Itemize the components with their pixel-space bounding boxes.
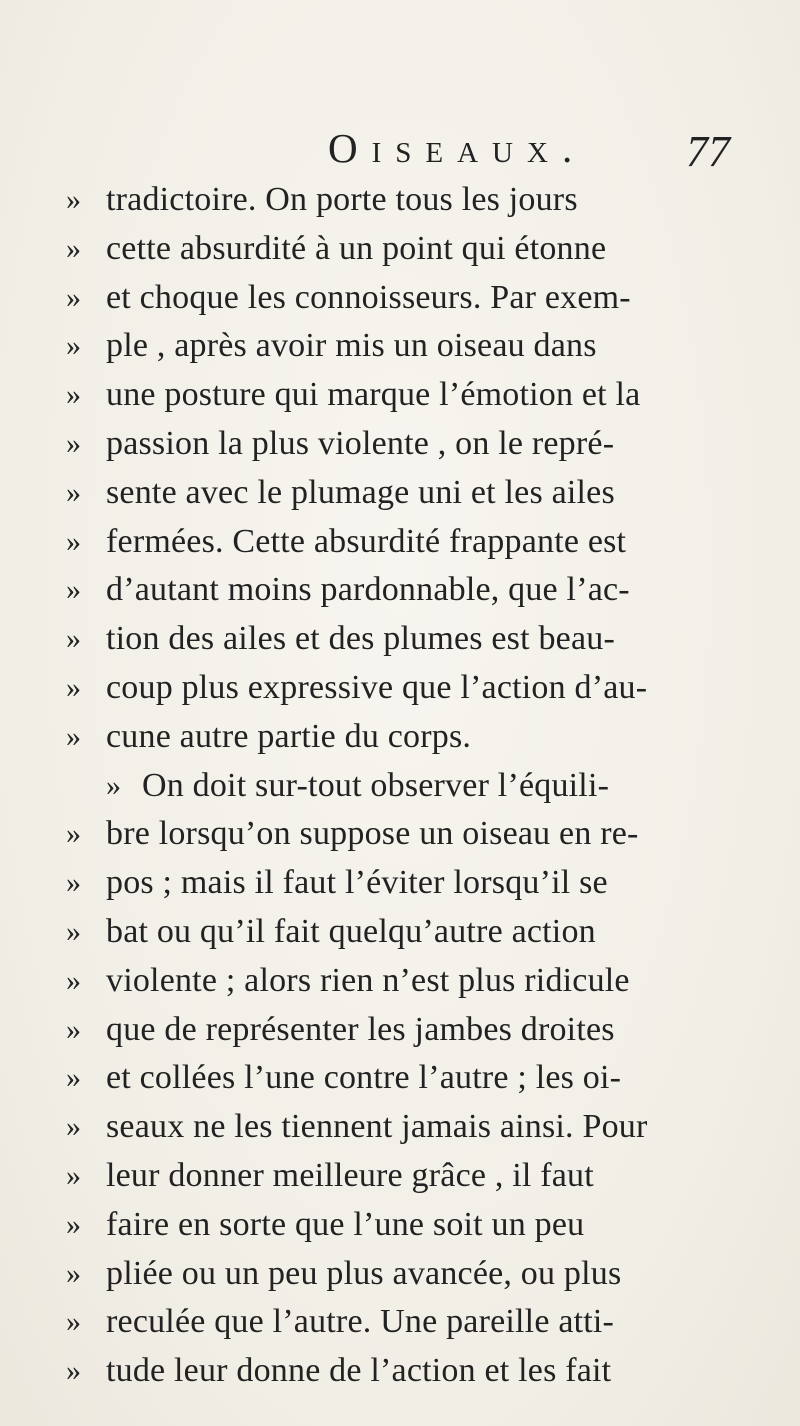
- text-line: [66, 810, 756, 859]
- quote-mark: »: [66, 963, 81, 997]
- quote-mark: »: [66, 914, 81, 948]
- paragraph-start-line: [66, 762, 756, 811]
- text-line: [66, 1201, 756, 1250]
- quote-mark: »: [66, 1207, 81, 1241]
- line-text: pliée ou un peu plus avancée, ou plus: [106, 1254, 622, 1292]
- line-text: tude leur donne de l’action et les fait: [106, 1352, 612, 1390]
- body-text: [66, 176, 756, 1396]
- text-line: [66, 1152, 756, 1201]
- quote-mark: »: [66, 426, 81, 460]
- text-line: [66, 615, 756, 664]
- line-text: que de représenter les jambes droites: [106, 1010, 615, 1048]
- text-line: [66, 957, 756, 1006]
- quote-mark: »: [66, 1158, 81, 1192]
- text-line: [66, 1347, 756, 1396]
- text-line: [66, 859, 756, 908]
- line-text: et collées l’une contre l’autre ; les oi-: [106, 1059, 622, 1097]
- quote-mark: »: [66, 524, 81, 558]
- line-text: pos ; mais il faut l’éviter lorsqu’il se: [106, 864, 608, 902]
- running-head: [0, 112, 800, 176]
- quote-mark: »: [66, 1256, 81, 1290]
- line-text: coup plus expressive que l’action d’au-: [106, 668, 648, 706]
- text-line: [66, 1006, 756, 1055]
- quote-mark: »: [66, 573, 81, 607]
- text-line: [66, 371, 756, 420]
- text-line: [66, 566, 756, 615]
- text-line: [66, 713, 756, 762]
- line-text: ple , après avoir mis un oiseau dans: [106, 327, 597, 365]
- text-line: [66, 1298, 756, 1347]
- text-line: [66, 176, 756, 225]
- text-line: [66, 908, 756, 957]
- line-text: une posture qui marque l’émotion et la: [106, 376, 641, 414]
- quote-mark: »: [66, 475, 81, 509]
- line-text: tion des ailes et des plumes est beau-: [106, 620, 615, 658]
- line-text: d’autant moins pardonnable, que l’ac-: [106, 571, 630, 609]
- line-text: bre lorsqu’on suppose un oiseau en re-: [106, 815, 639, 853]
- line-text: leur donner meilleure grâce , il faut: [106, 1156, 594, 1194]
- quote-mark: »: [106, 768, 121, 802]
- quote-mark: »: [66, 183, 81, 216]
- quote-mark: »: [66, 280, 81, 314]
- line-text: et choque les connoisseurs. Par exem-: [106, 278, 631, 316]
- line-text: passion la plus violente , on le repré-: [106, 424, 615, 462]
- quote-mark: »: [66, 231, 81, 265]
- text-line: [66, 1103, 756, 1152]
- quote-mark: »: [66, 719, 81, 753]
- line-text: cette absurdité à un point qui étonne: [106, 229, 607, 267]
- text-line: [66, 322, 756, 371]
- text-line: [66, 225, 756, 274]
- text-line: [66, 1250, 756, 1299]
- line-text: faire en sorte que l’une soit un peu: [106, 1205, 585, 1243]
- quote-mark: »: [66, 1012, 81, 1046]
- text-line: [66, 469, 756, 518]
- quote-mark: »: [66, 1110, 81, 1144]
- text-line: [66, 274, 756, 323]
- line-text: fermées. Cette absurdité frappante est: [106, 522, 627, 560]
- line-text: tradictoire. On porte tous les jours: [106, 181, 578, 218]
- quote-mark: »: [66, 1061, 81, 1095]
- quote-mark: »: [66, 1354, 81, 1388]
- line-text: violente ; alors rien n’est plus ridicule: [106, 961, 630, 999]
- text-line: [66, 420, 756, 469]
- running-title: Oiseaux.: [328, 125, 587, 171]
- quote-mark: »: [66, 1305, 81, 1339]
- line-text: bat ou qu’il fait quelqu’autre action: [106, 912, 596, 950]
- text-line: [66, 664, 756, 713]
- line-text: On doit sur-tout observer l’équili-: [142, 766, 610, 804]
- text-line: [66, 518, 756, 567]
- line-text: reculée que l’autre. Une pareille atti-: [106, 1303, 615, 1341]
- line-text: cune autre partie du corps.: [106, 717, 472, 755]
- quote-mark: »: [66, 329, 81, 363]
- quote-mark: »: [66, 378, 81, 412]
- quote-mark: »: [66, 817, 81, 851]
- line-text: sente avec le plumage uni et les ailes: [106, 473, 615, 511]
- text-line: [66, 1054, 756, 1103]
- quote-mark: »: [66, 622, 81, 656]
- page-number: 77: [686, 127, 730, 176]
- quote-mark: »: [66, 670, 81, 704]
- quote-mark: »: [66, 866, 81, 900]
- line-text: seaux ne les tiennent jamais ainsi. Pour: [106, 1108, 648, 1146]
